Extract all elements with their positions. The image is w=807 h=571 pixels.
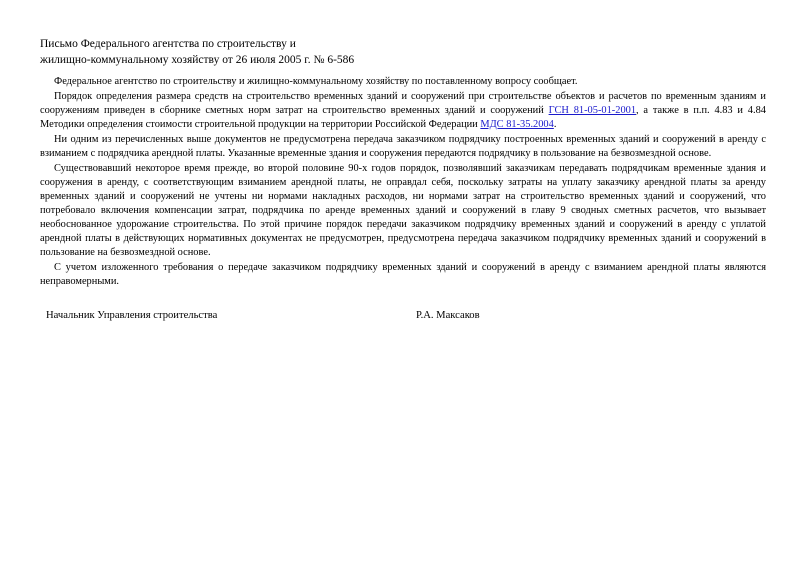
gsn-reference-link[interactable]: ГСН 81-05-01-2001 [548, 105, 637, 116]
paragraph-history: Существовавший некоторое время прежде, во второй половине 90-х годов порядок, позволявший заказчикам передавать подрядчикам временные здания и сооружения в аренду, с соответствующим взиманием арендной платы, не оправдал себя, поскольку затраты на уплату заказчику арендной платы за аренду временных зданий и сооружений не учтены ни нормами накладных расходов, ни нормами затрат на строительство временных зданий и сооружений, что потребовало включения компенсации затрат, подрядчика по аренде временных зданий и сооружений в главу 9 сводных сметных расчетов, что вызывает необоснованное удорожание строительства. По этой причине порядок передачи заказчиком подрядчику временных зданий и сооружений в аренду с уплатой арендной платы в действующих нормативных документах не предусмотрен, предусмотрена передача заказчиком подрядчику временных зданий и сооружений в пользование на безвозмездной основе. [40, 163, 766, 258]
document-title [40, 36, 540, 68]
paragraph-procedure-text-a: Порядок определения размера средств на строительство временных зданий и сооружений при строительстве объектов и расчетов по временным зданиям и сооружениям приведен в сборнике сметных норм затрат на строительство временных зданий и сооружений [40, 91, 766, 116]
paragraph-procedure [40, 90, 766, 132]
mds-reference-link[interactable]: МДС 81-35.2004 [480, 119, 554, 130]
paragraph-procedure-text-c: . [553, 119, 557, 130]
title-line-1: Письмо Федерального агентства по строительству и [40, 38, 296, 50]
paragraph-no-lease: Ни одним из перечисленных выше документов не предусмотрена передача заказчиком подрядчику построенных временных зданий и сооружений в аренду с взиманием с подрядчика арендной платы. Указанные временные здания и сооружения передаются подрядчику в пользование на безвозмездной основе. [40, 134, 766, 159]
signature-name: Р.А. Максаков [416, 310, 480, 321]
paragraph-intro: Федеральное агентство по строительству и жилищно-коммунальному хозяйству по поставленному вопросу сообщает. [54, 76, 578, 87]
document-body [40, 75, 766, 290]
paragraph-conclusion: С учетом изложенного требования о передаче заказчиком подрядчику временных зданий и сооружений в аренду с взиманием арендной платы являются неправомерными. [40, 262, 766, 287]
signature-position: Начальник Управления строительства [46, 310, 218, 321]
title-line-2: жилищно-коммунальному хозяйству от 26 июля 2005 г. № 6-586 [40, 54, 355, 66]
paragraph-procedure-text-b: , а также в п.п. 4.83 и 4.84 Методики определения стоимости строительной продукции на территории Российской Федерации [40, 105, 766, 130]
